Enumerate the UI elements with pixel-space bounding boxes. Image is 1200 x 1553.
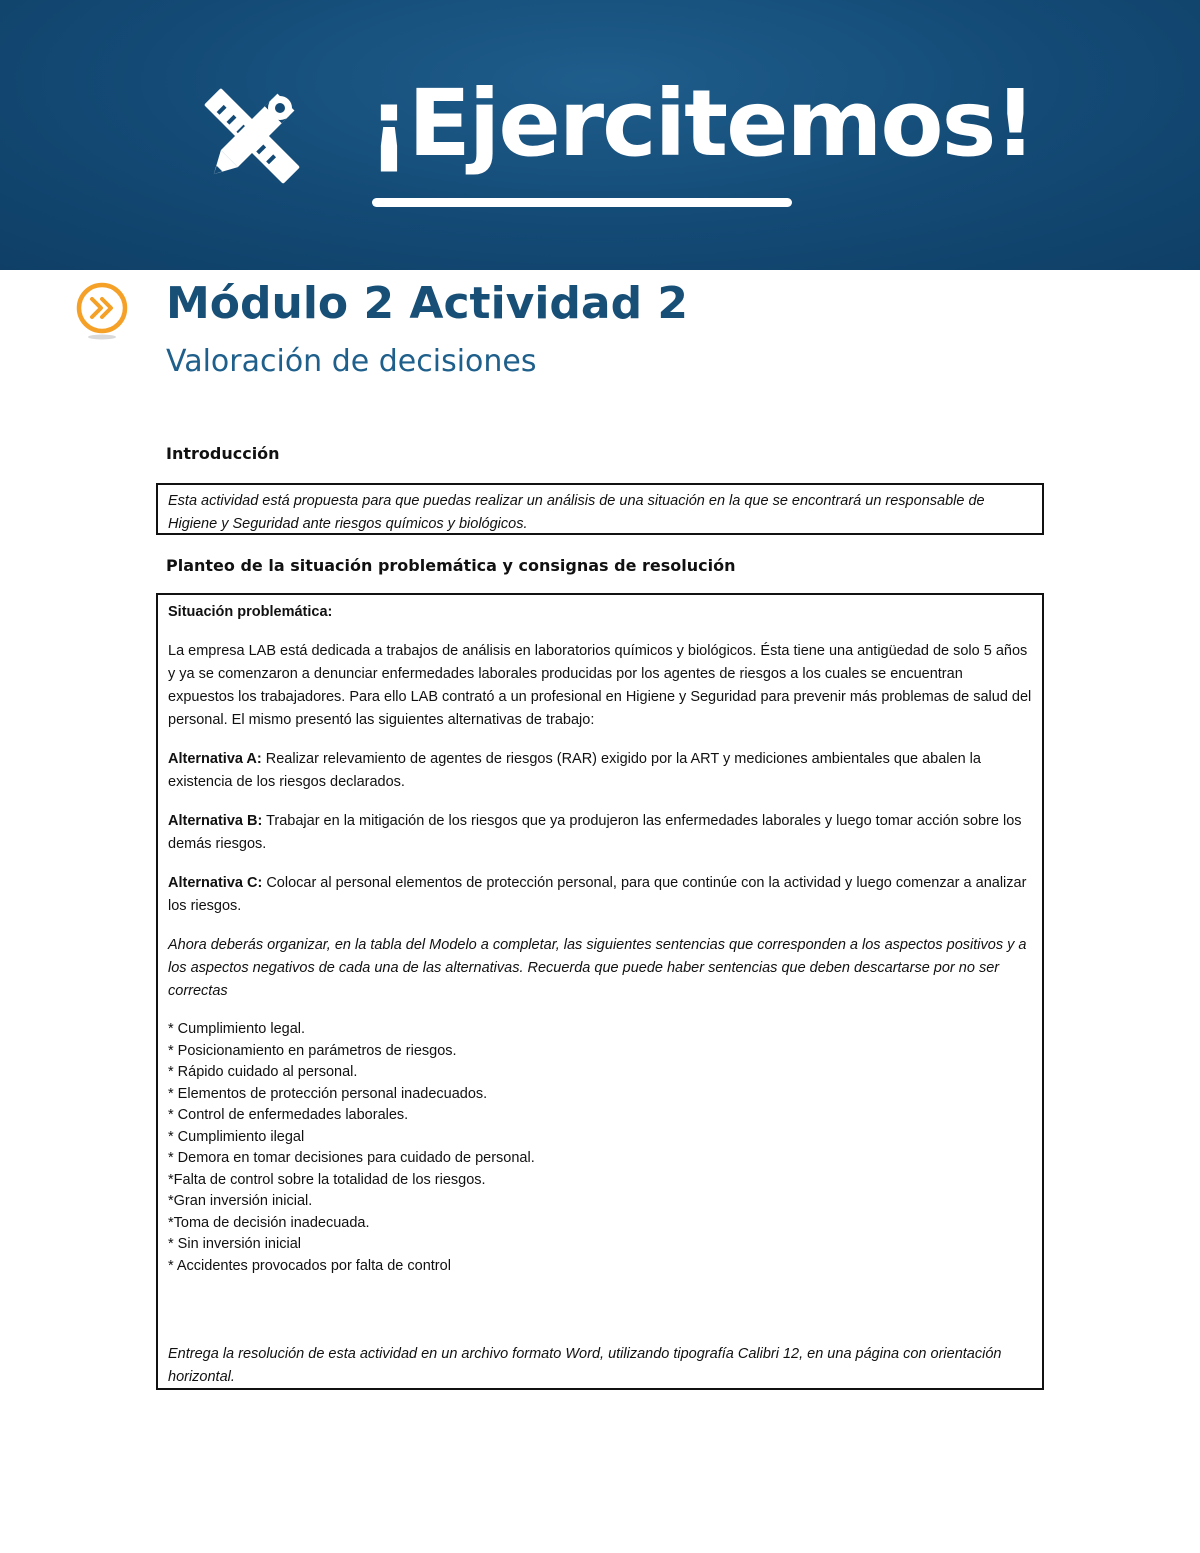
sentence-item: * Cumplimiento legal. <box>168 1021 306 1037</box>
pencil-ruler-tools-icon <box>196 80 308 192</box>
module-title: Módulo 2 Actividad 2 <box>166 278 689 329</box>
sentence-item: *Gran inversión inicial. <box>168 1193 313 1209</box>
banner-title: ¡Ejercitemos! <box>368 70 1035 177</box>
intro-heading: Introducción <box>166 444 280 463</box>
sentence-item: * Elementos de protección personal inadecuados. <box>168 1085 488 1102</box>
problem-heading: Planteo de la situación problemática y consignas de resolución <box>166 556 736 575</box>
alternative-c-text: Colocar al personal elementos de protección personal, para que continúe con la actividad y luego comenzar a analizar los riesgos. <box>168 875 1027 914</box>
sentence-item: * Cumplimiento ilegal <box>168 1128 305 1145</box>
sentence-item: * Posicionamiento en parámetros de riesgos. <box>168 1042 457 1059</box>
alternative-b <box>168 810 1032 856</box>
alternative-a-label: Alternativa A: <box>168 751 262 767</box>
alternative-a-text: Realizar relevamiento de agentes de riesgos (RAR) exigido por la ART y mediciones ambientales que abalen la existencia de los riesgos declarados. <box>168 751 981 790</box>
sentence-item: * Accidentes provocados por falta de control <box>168 1257 451 1274</box>
sentence-item: *Toma de decisión inadecuada. <box>168 1214 370 1231</box>
sentence-item: * Sin inversión inicial <box>168 1236 301 1252</box>
header-banner <box>0 0 1200 270</box>
problem-description: La empresa LAB está dedicada a trabajos de análisis en laboratorios químicos y biológicos. Ésta tiene una antigüedad de solo 5 años y ya se comenzaron a denunciar enfermedades laborales producidas por los agentes de riesgos a los cuales se encuentran expuestos los trabajadores. Para ello LAB contrató a un profesional en Higiene y Seguridad para prevenir más problemas de salud del personal. El mismo presentó las siguientes alternativas de trabajo: <box>168 643 1032 728</box>
sentence-item: * Rápido cuidado al personal. <box>168 1064 358 1080</box>
sentence-item: * Control de enfermedades laborales. <box>168 1107 409 1123</box>
intro-box: Esta actividad está propuesta para que puedas realizar un análisis de una situación en la que se encontrará un responsable de Higiene y Seguridad ante riesgos químicos y biológicos. <box>156 483 1044 535</box>
double-chevron-right-icon <box>74 282 130 342</box>
sentence-item: * Demora en tomar decisiones para cuidado de personal. <box>168 1150 535 1166</box>
sentence-list <box>168 1019 1032 1277</box>
module-subtitle: Valoración de decisiones <box>166 344 537 379</box>
problem-box <box>156 593 1044 1390</box>
alternative-b-label: Alternativa B: <box>168 813 263 829</box>
alternative-c-label: Alternativa C: <box>168 875 263 891</box>
alternative-c <box>168 872 1032 918</box>
alternative-b-text: Trabajar en la mitigación de los riesgos que ya produjeron las enfermedades laborales y luego tomar acción sobre los demás riesgos. <box>168 813 1022 852</box>
banner-underline <box>372 198 792 207</box>
problem-box-title: Situación problemática: <box>168 604 333 620</box>
sentence-item: *Falta de control sobre la totalidad de los riesgos. <box>168 1171 486 1188</box>
instruction-text: Ahora deberás organizar, en la tabla del Modelo a completar, las siguientes sentencias que corresponden a los aspectos positivos y a los aspectos negativos de cada una de las alternativas. Recuerda que puede haber sentencias que deben descartarse por no ser correctas <box>168 937 1027 999</box>
alternative-a <box>168 748 1032 794</box>
delivery-instructions: Entrega la resolución de esta actividad en un archivo formato Word, utilizando tipografía Calibri 12, en una página con orientación horizontal. <box>168 1346 1002 1385</box>
